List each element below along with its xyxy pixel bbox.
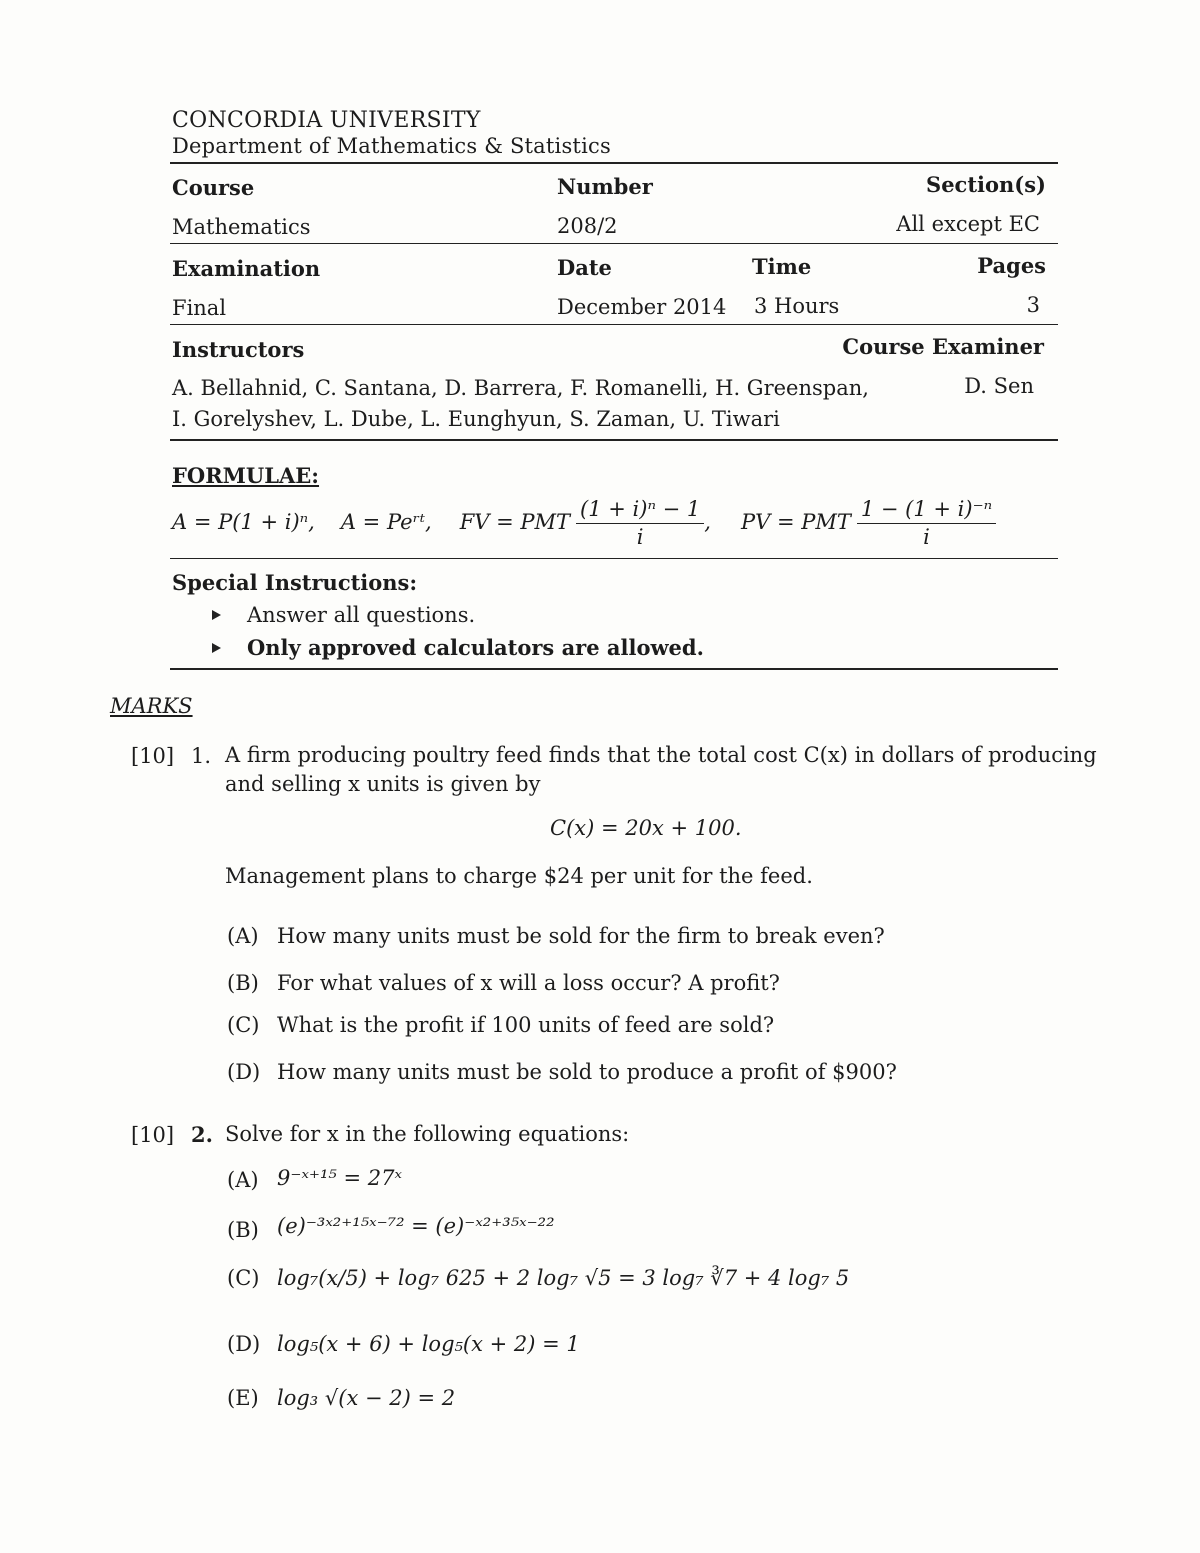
q1-text-line-1: A firm producing poultry feed finds that the total cost C(x) in dollars of producing xyxy=(225,743,1097,767)
q1-marks: [10] xyxy=(131,744,175,768)
formula-pv-fraction xyxy=(857,495,996,550)
date-value: December 2014 xyxy=(557,295,727,319)
examiner-value: D. Sen xyxy=(964,374,1034,398)
time-label: Time xyxy=(752,254,812,279)
q1-part-text: For what values of x will a loss occur? A profit? xyxy=(277,971,780,995)
formulae-title: FORMULAE: xyxy=(172,463,320,488)
q1-part-label: (D) xyxy=(227,1060,261,1084)
q2-part-label: (A) xyxy=(227,1168,259,1192)
q1-part-label: (C) xyxy=(227,1013,260,1037)
number-label: Number xyxy=(557,174,653,199)
course-label: Course xyxy=(172,175,255,200)
examiner-label: Course Examiner xyxy=(842,334,1044,359)
formula-fv-lhs: FV = PMT xyxy=(459,510,571,534)
q2-marks: [10] xyxy=(131,1123,175,1147)
instruction-item: Answer all questions. xyxy=(212,603,475,627)
q2-part-label: (D) xyxy=(227,1332,261,1356)
examination-value: Final xyxy=(172,296,227,320)
course-value: Mathematics xyxy=(172,215,311,239)
instructions-title: Special Instructions: xyxy=(172,570,418,595)
divider xyxy=(170,162,1058,164)
examination-label: Examination xyxy=(172,256,321,281)
q1-part-text: What is the profit if 100 units of feed are sold? xyxy=(277,1013,775,1037)
pv-numerator: 1 − (1 + i)⁻ⁿ xyxy=(857,495,996,524)
formula-pv-lhs: PV = PMT xyxy=(740,510,851,534)
q1-text-line-2: and selling x units is given by xyxy=(225,772,541,796)
triangle-bullet-icon xyxy=(212,643,221,653)
q2-part-label: (C) xyxy=(227,1266,260,1290)
divider xyxy=(170,558,1058,559)
number-value: 208/2 xyxy=(557,214,618,238)
divider xyxy=(170,243,1058,244)
q1-part-text: How many units must be sold to produce a profit of $900? xyxy=(277,1060,897,1084)
q2-part-equation: (e)⁻³ˣ²⁺¹⁵ˣ⁻⁷² = (e)⁻ˣ²⁺³⁵ˣ⁻²² xyxy=(277,1214,555,1238)
instruction-item: Only approved calculators are allowed. xyxy=(212,635,704,660)
q2-part-equation: log₃ √(x − 2) = 2 xyxy=(277,1386,456,1410)
q2-part-equation: log₇(x/5) + log₇ 625 + 2 log₇ √5 = 3 log₇ ∛7 + 4 log₇ 5 xyxy=(277,1266,850,1290)
formula-compound: A = P(1 + i)ⁿ, xyxy=(172,510,315,534)
q2-part-equation: 9⁻ˣ⁺¹⁵ = 27ˣ xyxy=(277,1166,402,1190)
pv-denominator: i xyxy=(923,524,930,549)
time-value: 3 Hours xyxy=(754,294,840,318)
divider xyxy=(170,324,1058,325)
q2-part-label: (E) xyxy=(227,1386,259,1410)
fv-denominator: i xyxy=(636,524,644,549)
q2-number: 2. xyxy=(191,1122,213,1147)
q2-text: Solve for x in the following equations: xyxy=(225,1122,630,1146)
pages-label: Pages xyxy=(977,253,1046,278)
q1-part-text: How many units must be sold for the firm to break even? xyxy=(277,924,885,948)
instructors-label: Instructors xyxy=(172,337,305,362)
q2-part-label: (B) xyxy=(227,1218,259,1242)
sections-label: Section(s) xyxy=(926,172,1046,197)
q1-note: Management plans to charge $24 per unit for the feed. xyxy=(225,864,813,888)
instructors-line-1: A. Bellahnid, C. Santana, D. Barrera, F. Romanelli, H. Greenspan, xyxy=(172,376,869,400)
pages-value: 3 xyxy=(1026,293,1040,317)
instructors-line-2: I. Gorelyshev, L. Dube, L. Eunghyun, S. Zaman, U. Tiwari xyxy=(172,407,780,431)
q1-part-label: (A) xyxy=(227,924,259,948)
formulae-row: A = P(1 + i)ⁿ, A = Peʳᵗ, FV = PMT $\frac{\text{(1 + i)ⁿ − 1}}{i}$ , PV = PMT $\frac{\text{1 − (1 + i)⁻ⁿ}}{i}$ xyxy=(172,497,996,547)
triangle-bullet-icon xyxy=(212,610,221,620)
marks-heading: MARKS xyxy=(110,694,193,718)
formula-fv-fraction xyxy=(576,495,704,550)
sections-value: All except EC xyxy=(896,212,1040,236)
formula-continuous: A = Peʳᵗ, xyxy=(340,510,432,534)
date-label: Date xyxy=(557,255,612,280)
q1-equation: C(x) = 20x + 100. xyxy=(550,816,742,840)
fv-numerator: (1 + i)ⁿ − 1 xyxy=(576,495,704,524)
q1-number: 1. xyxy=(191,744,212,768)
university-name: CONCORDIA UNIVERSITY xyxy=(172,108,481,133)
q1-part-label: (B) xyxy=(227,971,259,995)
divider xyxy=(170,668,1058,670)
department-name: Department of Mathematics & Statistics xyxy=(172,134,611,158)
q2-part-equation: log₅(x + 6) + log₅(x + 2) = 1 xyxy=(277,1332,580,1356)
divider xyxy=(170,439,1058,441)
